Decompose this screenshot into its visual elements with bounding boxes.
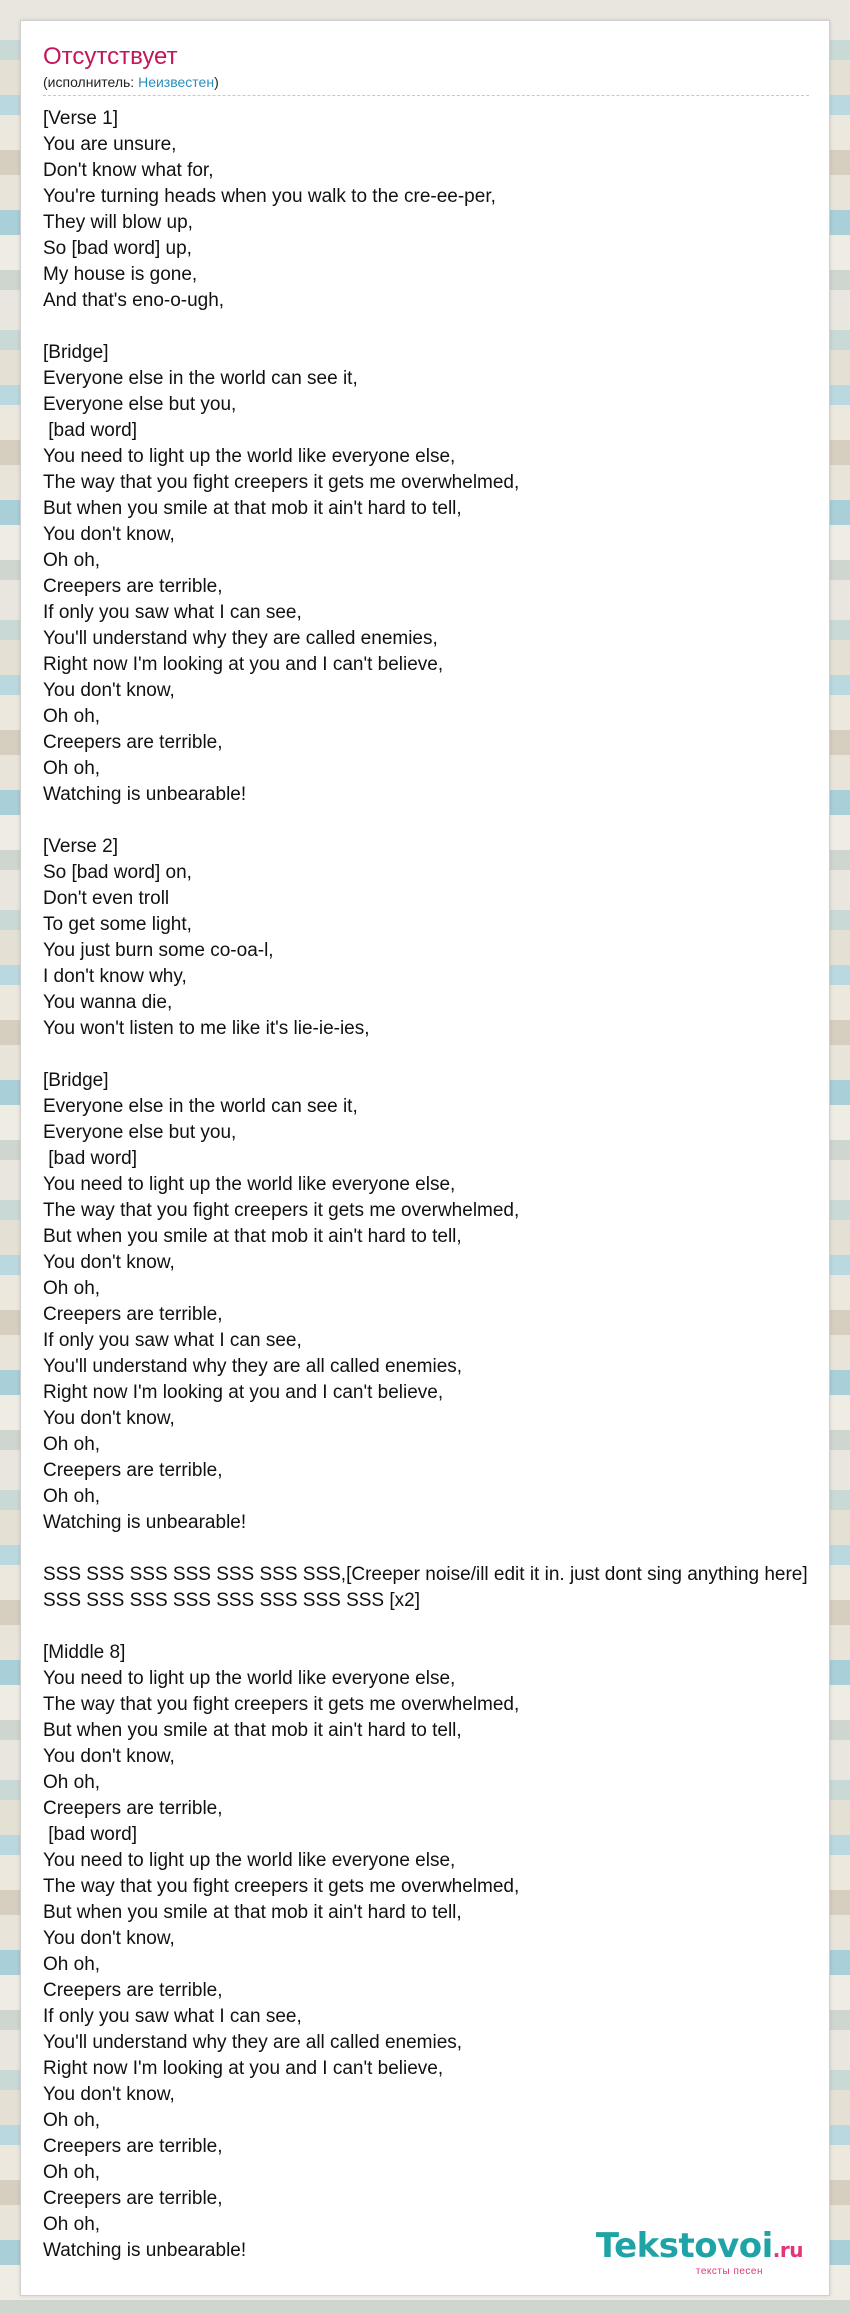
lyric-line: Oh oh,: [43, 758, 101, 779]
lyric-line: The way that you fight creepers it gets me overwhelmed,: [43, 1694, 520, 1715]
lyric-line: Watching is unbearable!: [43, 1512, 247, 1533]
artist-line: [43, 72, 219, 92]
lyric-line: If only you saw what I can see,: [43, 602, 302, 623]
lyric-line: Oh oh,: [43, 2162, 101, 2183]
lyric-line: Creepers are terrible,: [43, 1980, 223, 2001]
lyric-line: You won't listen to me like it's lie-ie-ies,: [43, 1018, 370, 1039]
lyric-line: Creepers are terrible,: [43, 732, 223, 753]
lyric-line: You don't know,: [43, 2084, 175, 2105]
site-logo[interactable]: [596, 2228, 803, 2277]
lyric-line: Watching is unbearable!: [43, 784, 247, 805]
logo-tld: .ru: [772, 2238, 803, 2262]
lyric-line: The way that you fight creepers it gets me overwhelmed,: [43, 1876, 520, 1897]
lyric-line: The way that you fight creepers it gets me overwhelmed,: [43, 1200, 520, 1221]
lyric-line: [43, 1614, 829, 1640]
lyric-line: [Bridge]: [43, 1070, 109, 1091]
lyric-line: Creepers are terrible,: [43, 576, 223, 597]
lyric-line: You need to light up the world like everyone else,: [43, 1668, 456, 1689]
logo-wordmark: [596, 2228, 803, 2268]
lyric-line: Don't even troll: [43, 888, 170, 909]
lyric-line: You just burn some co-oa-l,: [43, 940, 274, 961]
lyric-line: You need to light up the world like everyone else,: [43, 446, 456, 467]
lyric-line: But when you smile at that mob it ain't hard to tell,: [43, 498, 462, 519]
lyric-line: Oh oh,: [43, 2110, 101, 2131]
lyric-line: You need to light up the world like everyone else,: [43, 1174, 456, 1195]
lyric-line: You'll understand why they are all called enemies,: [43, 1356, 463, 1377]
lyric-line: To get some light,: [43, 914, 192, 935]
lyric-line: Oh oh,: [43, 2214, 101, 2235]
lyric-line: Oh oh,: [43, 706, 101, 727]
lyric-line: [43, 808, 829, 834]
lyric-line: Creepers are terrible,: [43, 1304, 223, 1325]
lyric-line: [bad word]: [43, 1824, 137, 1845]
lyric-line: Watching is unbearable!: [43, 2240, 247, 2261]
lyric-line: I don't know why,: [43, 966, 187, 987]
lyric-line: You wanna die,: [43, 992, 173, 1013]
lyric-line: So [bad word] up,: [43, 238, 192, 259]
lyric-line: You don't know,: [43, 1408, 175, 1429]
lyric-line: [bad word]: [43, 420, 137, 441]
lyric-line: You don't know,: [43, 524, 175, 545]
lyric-line: They will blow up,: [43, 212, 193, 233]
lyric-line: If only you saw what I can see,: [43, 1330, 302, 1351]
lyric-line: Oh oh,: [43, 1486, 101, 1507]
lyric-line: You're turning heads when you walk to the cre-ee-per,: [43, 186, 496, 207]
lyric-line: Don't know what for,: [43, 160, 214, 181]
lyric-line: You'll understand why they are called enemies,: [43, 628, 438, 649]
lyric-line: Oh oh,: [43, 550, 101, 571]
lyric-line: And that's eno-o-ugh,: [43, 290, 225, 311]
lyric-line: You need to light up the world like everyone else,: [43, 1850, 456, 1871]
lyric-line: [Verse 2]: [43, 836, 118, 857]
lyric-line: The way that you fight creepers it gets me overwhelmed,: [43, 472, 520, 493]
lyric-line: Right now I'm looking at you and I can't believe,: [43, 2058, 444, 2079]
lyric-line: But when you smile at that mob it ain't hard to tell,: [43, 1902, 462, 1923]
lyric-line: You don't know,: [43, 1746, 175, 1767]
lyric-line: [43, 1042, 829, 1068]
lyric-line: But when you smile at that mob it ain't hard to tell,: [43, 1720, 462, 1741]
lyric-line: Creepers are terrible,: [43, 2188, 223, 2209]
lyric-line: You don't know,: [43, 1928, 175, 1949]
lyric-line: Oh oh,: [43, 1434, 101, 1455]
lyric-line: Creepers are terrible,: [43, 1798, 223, 1819]
lyric-line: SSS SSS SSS SSS SSS SSS SSS SSS [x2]: [43, 1590, 421, 1611]
lyric-line: [Bridge]: [43, 342, 109, 363]
lyric-line: You don't know,: [43, 1252, 175, 1273]
lyric-line: Right now I'm looking at you and I can't believe,: [43, 654, 444, 675]
song-title: Отсутствует: [43, 43, 178, 70]
lyric-line: Oh oh,: [43, 1954, 101, 1975]
artist-suffix: ): [214, 74, 219, 90]
lyrics-card: [20, 20, 830, 2296]
lyric-line: Everyone else in the world can see it,: [43, 1096, 358, 1117]
lyric-line: So [bad word] on,: [43, 862, 192, 883]
lyric-line: [Verse 1]: [43, 108, 118, 129]
lyric-line: Everyone else but you,: [43, 1122, 237, 1143]
lyric-line: Oh oh,: [43, 1772, 101, 1793]
lyric-line: Right now I'm looking at you and I can't believe,: [43, 1382, 444, 1403]
lyric-line: You'll understand why they are all called enemies,: [43, 2032, 463, 2053]
lyric-line: You are unsure,: [43, 134, 177, 155]
artist-link[interactable]: Неизвестен: [138, 74, 215, 90]
lyric-line: Everyone else in the world can see it,: [43, 368, 358, 389]
lyric-line: Creepers are terrible,: [43, 2136, 223, 2157]
lyrics-text: [43, 106, 829, 2264]
lyric-line: If only you saw what I can see,: [43, 2006, 302, 2027]
lyric-line: You don't know,: [43, 680, 175, 701]
lyric-line: SSS SSS SSS SSS SSS SSS SSS,[Creeper noise/ill edit it in. just dont sing anything here]: [43, 1564, 808, 1585]
lyric-line: My house is gone,: [43, 264, 198, 285]
lyric-line: [43, 314, 829, 340]
lyric-line: [Middle 8]: [43, 1642, 126, 1663]
lyric-line: Everyone else but you,: [43, 394, 237, 415]
lyric-line: [bad word]: [43, 1148, 137, 1169]
divider: [43, 95, 809, 96]
lyric-line: [43, 1536, 829, 1562]
lyric-line: But when you smile at that mob it ain't hard to tell,: [43, 1226, 462, 1247]
logo-tagline: тексты песен: [695, 2266, 763, 2277]
lyric-line: Oh oh,: [43, 1278, 101, 1299]
logo-name: Tekstovoi: [595, 2226, 773, 2266]
lyric-line: Creepers are terrible,: [43, 1460, 223, 1481]
artist-prefix: (исполнитель:: [43, 74, 139, 90]
